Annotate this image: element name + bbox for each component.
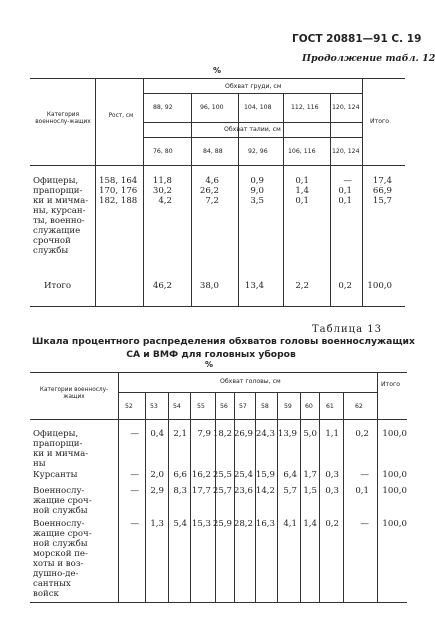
t13-cell: 15,9 [255, 470, 275, 480]
t13-cell: 14,2 [255, 486, 275, 496]
t12-total-label: Итого [44, 281, 72, 291]
t12-chest-col: 88, 92 [153, 104, 173, 111]
t12-cell: 0,1 [338, 196, 352, 206]
t13-row-label-line: Военнослу- [33, 519, 85, 529]
t13-head-header: Обхват головы, см [220, 378, 281, 385]
t13-category-header: Категории военнослу-жащих [39, 387, 109, 400]
t13-row-label-line: ной службы [33, 539, 88, 549]
t13-cell: 5,0 [303, 429, 317, 439]
t12-total-cell: 38,0 [199, 281, 219, 291]
t13-row-label-line: ки и мичма- [33, 449, 89, 459]
t12-cell: — [343, 176, 352, 186]
t13-col-header: 57 [239, 403, 247, 410]
t12-cell: 66,9 [372, 186, 392, 196]
t12-cell: 7,2 [205, 196, 219, 206]
t12-category-header: Категория военнослу-жащих [35, 112, 91, 125]
t13-top-rule [30, 372, 407, 373]
t13-cell: 25,9 [212, 519, 232, 529]
t13-col-header: 52 [125, 403, 133, 410]
t13-cell: 0,2 [355, 429, 369, 439]
t13-cell: — [360, 519, 369, 529]
t12-cell: 0,1 [338, 186, 352, 196]
t12-category-line: служащие [33, 226, 81, 236]
t13-cell: 26,9 [233, 429, 253, 439]
t13-cell: 25,5 [212, 470, 232, 480]
t12-total-cell: 2,2 [295, 281, 309, 291]
t12-height-value: 158, 164 [99, 176, 138, 186]
t13-cell: 0,1 [355, 486, 369, 496]
t12-category-line: службы [33, 246, 69, 256]
t12-total-header: Итого [370, 118, 390, 125]
t13-vline [145, 392, 146, 602]
t13-row-label-line: Военнослу- [33, 486, 85, 496]
t13-vline [255, 392, 256, 602]
t13-cell: 16,2 [191, 470, 211, 480]
t13-total-cell: 100,0 [382, 470, 407, 480]
t13-row-label-line: Курсанты [33, 470, 78, 480]
t12-waist-rule-top [143, 122, 362, 123]
t12-waist-header: Обхват талии, см [224, 126, 281, 133]
t13-cell: 15,3 [191, 519, 211, 529]
t12-chest-col: 120, 124 [332, 104, 360, 111]
t13-cell: 7,9 [197, 429, 211, 439]
t13-cell: 0,3 [325, 486, 339, 496]
t12-cell: 4,6 [205, 176, 219, 186]
t12-height-header: Рост, см [108, 113, 134, 119]
t13-cell: 25,7 [212, 486, 232, 496]
t13-col-header: 60 [305, 403, 313, 410]
t13-cell: — [130, 486, 139, 496]
t12-waist-rule-bottom [143, 137, 362, 138]
t13-col-header: 53 [150, 403, 158, 410]
t12-cell: 15,7 [372, 196, 392, 206]
t13-vline [190, 392, 191, 602]
t13-cell: 1,5 [303, 486, 317, 496]
t12-category-line: ны, курсан- [33, 206, 86, 216]
t13-cell: 13,9 [277, 429, 297, 439]
t12-category-line: прапорщи- [33, 186, 83, 196]
t13-cell: 4,1 [283, 519, 297, 529]
t13-cell: 2,1 [173, 429, 187, 439]
t12-cell: 26,2 [199, 186, 219, 196]
t13-vline [168, 392, 169, 602]
t12-percent-sign: % [213, 66, 222, 75]
t13-col-header: 58 [261, 403, 269, 410]
t12-waist-col: 84, 88 [203, 148, 223, 155]
t13-vline [343, 392, 344, 602]
t13-row-label-line: сантных [33, 579, 71, 589]
t12-category-line: ки и мичма- [33, 196, 89, 206]
t13-vline [215, 392, 216, 602]
t13-vline [319, 392, 320, 602]
t13-cell: 6,6 [173, 470, 187, 480]
t13-row-label-line: жащие сроч- [33, 529, 92, 539]
t13-row-label-line: ны [33, 459, 46, 469]
t13-cell: 5,7 [283, 486, 297, 496]
t13-cell: 1,1 [325, 429, 339, 439]
t12-cell: 30,2 [152, 186, 172, 196]
t13-col-header: 55 [197, 403, 205, 410]
t13-cell: 8,3 [173, 486, 187, 496]
t13-row-label-line: Офицеры, [33, 429, 79, 439]
t12-chest-col: 104, 108 [244, 104, 272, 111]
t13-cell: 0,4 [150, 429, 164, 439]
t12-header-bottom-rule [30, 165, 405, 166]
t13-vline [300, 392, 301, 602]
t13-vline [277, 392, 278, 602]
t13-cell: 23,6 [233, 486, 253, 496]
table-continuation-label: Продолжение табл. 12 [302, 53, 435, 64]
t13-row-label-line: прапорщи- [33, 439, 83, 449]
t12-waist-col: 106, 116 [288, 148, 316, 155]
t13-cell: — [130, 519, 139, 529]
t13-cell: 6,4 [283, 470, 297, 480]
t13-cell: 24,3 [255, 429, 275, 439]
t13-cell: 0,3 [325, 470, 339, 480]
t13-cell: — [360, 470, 369, 480]
t13-table-label: Таблица 13 [312, 324, 382, 335]
t13-cell: — [130, 470, 139, 480]
t13-cell: 2,0 [150, 470, 164, 480]
t13-cell: 25,4 [233, 470, 253, 480]
t13-total-cell: 100,0 [382, 519, 407, 529]
t12-total-cell: 13,4 [244, 281, 264, 291]
t12-chest-col: 112, 116 [291, 104, 319, 111]
t12-total-cell: 46,2 [152, 281, 172, 291]
t13-col-header: 59 [284, 403, 292, 410]
t13-cell: 1,4 [303, 519, 317, 529]
t12-top-rule [30, 78, 405, 79]
t13-cell: — [130, 429, 139, 439]
t13-row-label-line: войск [33, 589, 59, 599]
t13-title-line2: СА и ВМФ для головных уборов [126, 349, 296, 360]
t12-bottom-rule [30, 306, 405, 307]
t13-head-rule [118, 392, 377, 393]
t13-cell: 17,7 [191, 486, 211, 496]
t13-col-header: 62 [355, 403, 363, 410]
t13-cell: 16,3 [255, 519, 275, 529]
t13-col-header: 54 [173, 403, 181, 410]
t13-cell: 2,9 [150, 486, 164, 496]
t12-category-line: Офицеры, [33, 176, 79, 186]
t12-cell: 17,4 [372, 176, 392, 186]
document-header: ГОСТ 20881—91 С. 19 [292, 33, 422, 45]
t13-cell: 1,3 [150, 519, 164, 529]
t12-cell: 3,5 [250, 196, 264, 206]
t12-waist-col: 92, 96 [248, 148, 268, 155]
t13-row-label-line: душно-де- [33, 569, 79, 579]
t12-height-value: 170, 176 [99, 186, 138, 196]
t12-cell: 0,1 [295, 196, 309, 206]
t13-row-label-line: хоты и воз- [33, 559, 84, 569]
t12-chest-col: 96, 100 [200, 104, 224, 111]
t13-cell: 0,2 [325, 519, 339, 529]
t13-bottom-rule [30, 602, 407, 603]
t12-waist-col: 76, 80 [153, 148, 173, 155]
t13-total-header: Итого [381, 381, 401, 388]
t12-cell: 0,1 [295, 176, 309, 186]
t12-height-value: 182, 188 [99, 196, 138, 206]
t12-cell: 0,9 [250, 176, 264, 186]
t13-cell: 5,4 [173, 519, 187, 529]
t12-chest-header: Обхват груди, см [225, 83, 282, 90]
t13-total-cell: 100,0 [382, 429, 407, 439]
t13-row-label-line: морской пе- [33, 549, 88, 559]
t12-vline [95, 78, 96, 306]
t13-col-header: 56 [220, 403, 228, 410]
t13-header-bottom-rule [30, 419, 407, 420]
t12-cell: 4,2 [158, 196, 172, 206]
t13-vline [234, 392, 235, 602]
t13-percent-sign: % [205, 360, 214, 369]
t12-cell: 11,8 [152, 176, 172, 186]
t12-chest-rule [143, 93, 362, 94]
t13-title-line1: Шкала процентного распределения обхватов головы военнослужащих [32, 336, 415, 347]
t13-row-label-line: жащие сроч- [33, 496, 92, 506]
t13-cell: 1,7 [303, 470, 317, 480]
t13-row-label-line: ной службы [33, 506, 88, 516]
t13-cell: 18,2 [212, 429, 232, 439]
t13-cell: 28,2 [233, 519, 253, 529]
t12-category-line: срочной [33, 236, 71, 246]
t13-total-cell: 100,0 [382, 486, 407, 496]
t12-category-line: ты, военно- [33, 216, 85, 226]
t12-total-cell: 0,2 [338, 281, 352, 291]
t12-cell: 1,4 [295, 186, 309, 196]
t12-total-cell: 100,0 [367, 281, 392, 291]
t12-waist-col: 120, 124 [332, 148, 360, 155]
t13-col-header: 61 [326, 403, 334, 410]
t12-cell: 9,0 [250, 186, 264, 196]
